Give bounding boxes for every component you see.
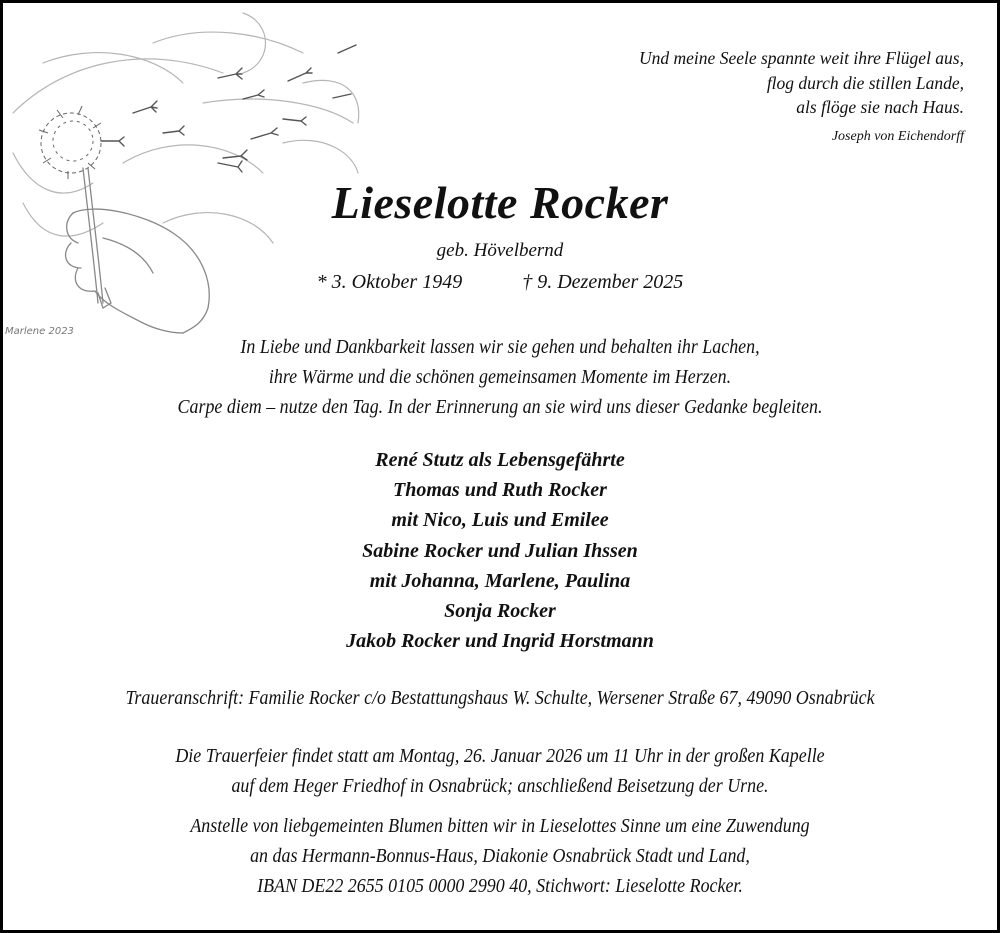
mourner: mit Johanna, Marlene, Paulina bbox=[369, 569, 631, 592]
death-date: † 9. Dezember 2025 bbox=[522, 271, 684, 293]
poem-line: flog durch die stillen Lande, bbox=[766, 72, 964, 93]
ceremony-line: auf dem Heger Friedhof in Osnabrück; anschließend Beisetzung der Urne. bbox=[231, 776, 769, 797]
mourners-list bbox=[0, 445, 1000, 656]
mourning-address: Traueranschrift: Familie Rocker c/o Bestattungshaus W. Schulte, Wersener Straße 67, 49090 Osnabrück bbox=[125, 688, 875, 709]
mourner: mit Nico, Luis und Emilee bbox=[391, 509, 609, 532]
ceremony-line: Die Trauerfeier findet statt am Montag, 26. Januar 2026 um 11 Uhr in der großen Kapelle bbox=[175, 746, 825, 767]
poem-line: als flöge sie nach Haus. bbox=[796, 97, 964, 117]
mourner: Jakob Rocker und Ingrid Horstmann bbox=[346, 630, 654, 653]
poem-author: Joseph von Eichendorff bbox=[831, 129, 964, 144]
mourner: René Stutz als Lebensgefährte bbox=[375, 449, 625, 471]
birth-date: * 3. Oktober 1949 bbox=[316, 271, 463, 293]
poem-quote bbox=[639, 46, 964, 120]
donation-line: IBAN DE22 2655 0105 0000 2990 40, Stichwort: Lieselotte Rocker. bbox=[257, 876, 743, 897]
donation-line: an das Hermann-Bonnus-Haus, Diakonie Osnabrück Stadt und Land, bbox=[250, 846, 750, 867]
mourner: Sabine Rocker und Julian Ihssen bbox=[362, 539, 638, 562]
donation-request bbox=[40, 812, 960, 902]
memorial-line: ihre Wärme und die schönen gemeinsamen Momente im Herzen. bbox=[268, 367, 732, 388]
birth-name: geb. Hövelbernd bbox=[436, 240, 564, 261]
artist-signature: Marlene 2023 bbox=[5, 326, 74, 337]
memorial-line: Carpe diem – nutze den Tag. In der Erinnerung an sie wird uns dieser Gedanke begleiten. bbox=[177, 397, 823, 418]
funeral-ceremony-info bbox=[40, 742, 960, 802]
mourner: Thomas und Ruth Rocker bbox=[393, 479, 607, 502]
memorial-line: In Liebe und Dankbarkeit lassen wir sie gehen und behalten ihr Lachen, bbox=[240, 337, 760, 358]
poem-line: Und meine Seele spannte weit ihre Flügel aus, bbox=[639, 48, 964, 68]
memorial-text bbox=[40, 333, 960, 423]
deceased-name: Lieselotte Rocker bbox=[331, 177, 669, 228]
donation-line: Anstelle von liebgemeinten Blumen bitten wir in Lieselottes Sinne um eine Zuwendung bbox=[190, 816, 810, 837]
mourner: Sonja Rocker bbox=[444, 600, 556, 623]
life-dates bbox=[0, 271, 1000, 294]
